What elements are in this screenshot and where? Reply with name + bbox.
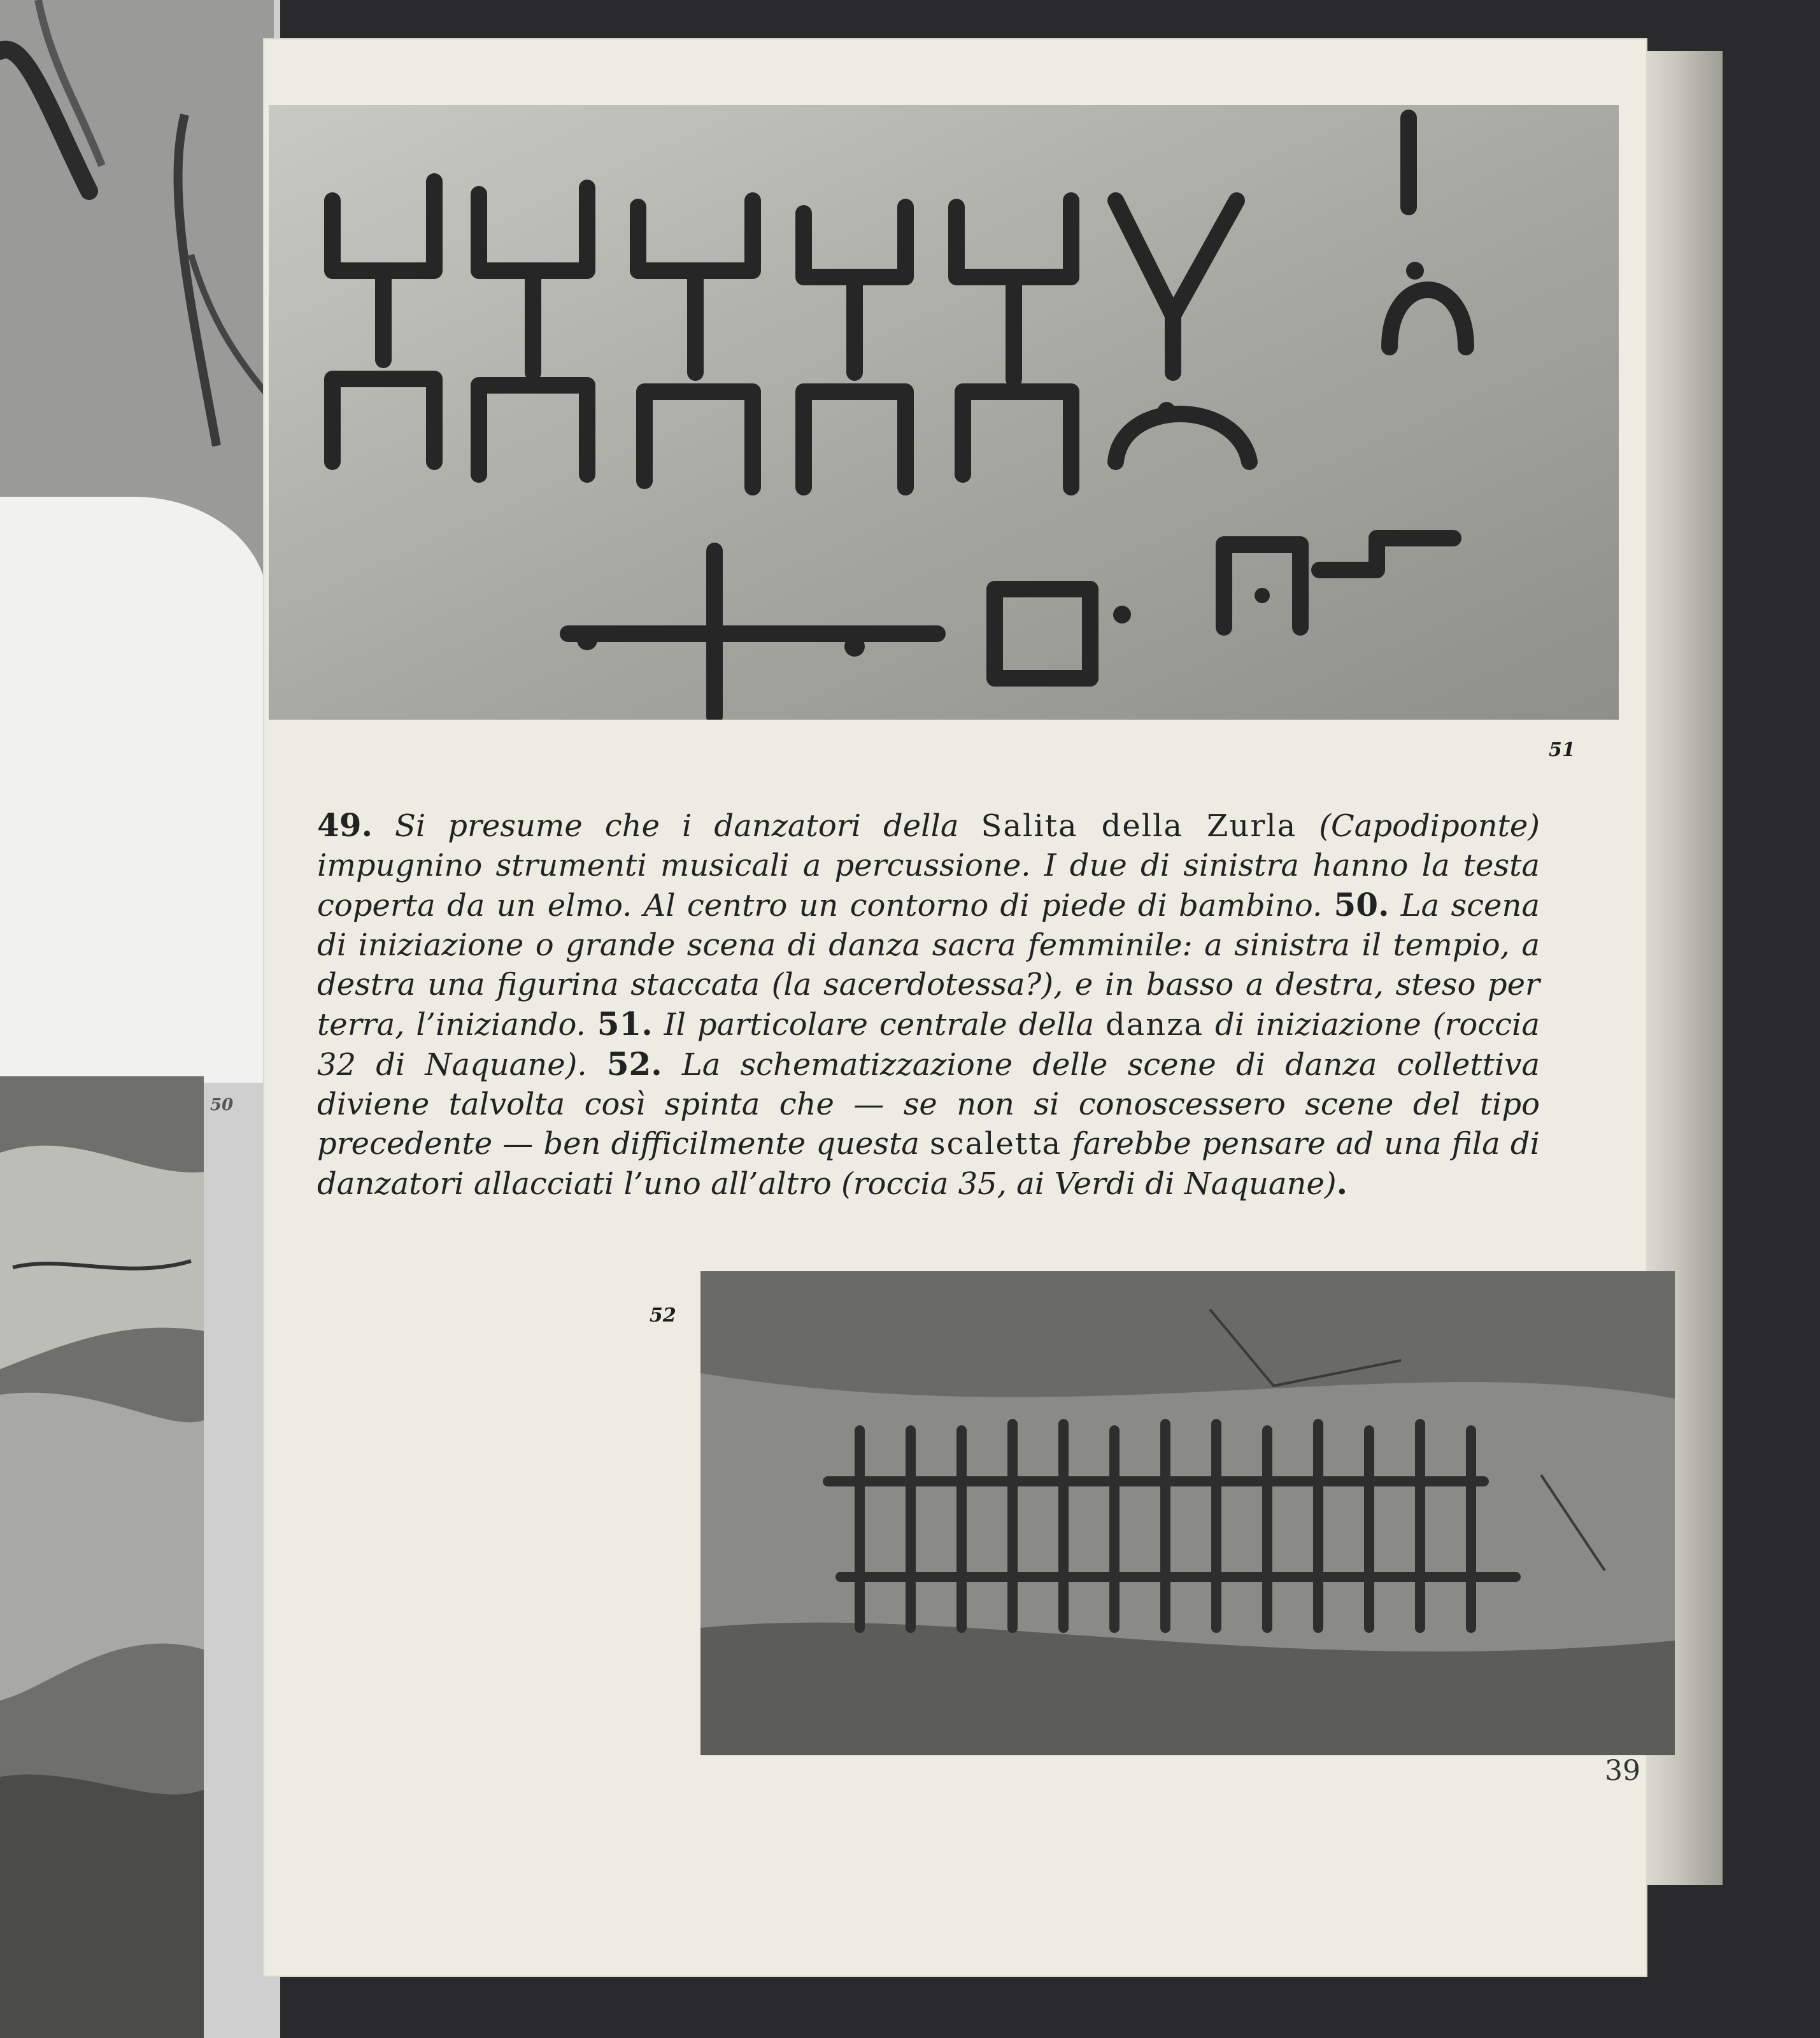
caption-51-text-b: danza: [1105, 1007, 1204, 1043]
figure-captions: [317, 806, 1540, 1204]
left-facing-page: [0, 0, 280, 2038]
caption-52-text-c: farebbe pensare ad una fila di danzatori allacciati l’uno all’altro (roccia 35, ai Verdi di Naquane): [317, 1126, 1540, 1202]
left-photo-rock-surface: [0, 1076, 204, 2038]
caption-50-text: La scena di iniziazione o grande scena di danza sacra femminile: a sinistra il tempio, a destra una figurina staccata (la sacerdotessa?), e in basso a destra, steso per terra, l’iniziando.: [317, 888, 1540, 1043]
caption-52-text-a: La schematizzazione delle scene di danza collettiva diviene talvolta così spinta che — se non si conoscessero scene del tipo precedente — ben difficilmente questa: [317, 1047, 1540, 1162]
caption-49-text-b: Salita della Zurla: [981, 808, 1297, 844]
caption-number-49: 49.: [317, 806, 373, 844]
caption-number-52: 52.: [606, 1045, 662, 1083]
caption-51-text-c: di iniziazione (roccia 32 di Naquane).: [317, 1007, 1540, 1083]
figure-51-label: 51: [1549, 739, 1575, 761]
figure-51-photo-dancers-carving: [269, 105, 1619, 720]
figure-52-photo-ladder-carving: [700, 1271, 1675, 1755]
figure-52-label: 52: [650, 1304, 676, 1327]
page-number: 39: [1605, 1755, 1640, 1787]
left-page-blank-area: [0, 497, 267, 1083]
caption-number-51: 51.: [597, 1005, 653, 1043]
caption-52-text-b: scaletta: [929, 1126, 1062, 1162]
caption-49-text-a: Si presume che i danzatori della: [373, 808, 981, 844]
caption-49-text-c: (Capodiponte) impugnino strumenti musicali a percussione. I due di sinistra hanno la testa coperta da un elmo. Al centro un contorno di piede di bambino.: [317, 808, 1540, 923]
caption-52-text-d: .: [1336, 1164, 1348, 1202]
caption-number-50: 50.: [1333, 886, 1390, 923]
left-figure-number: 50: [210, 1095, 234, 1115]
caption-51-text-a: Il particolare centrale della: [652, 1007, 1106, 1043]
